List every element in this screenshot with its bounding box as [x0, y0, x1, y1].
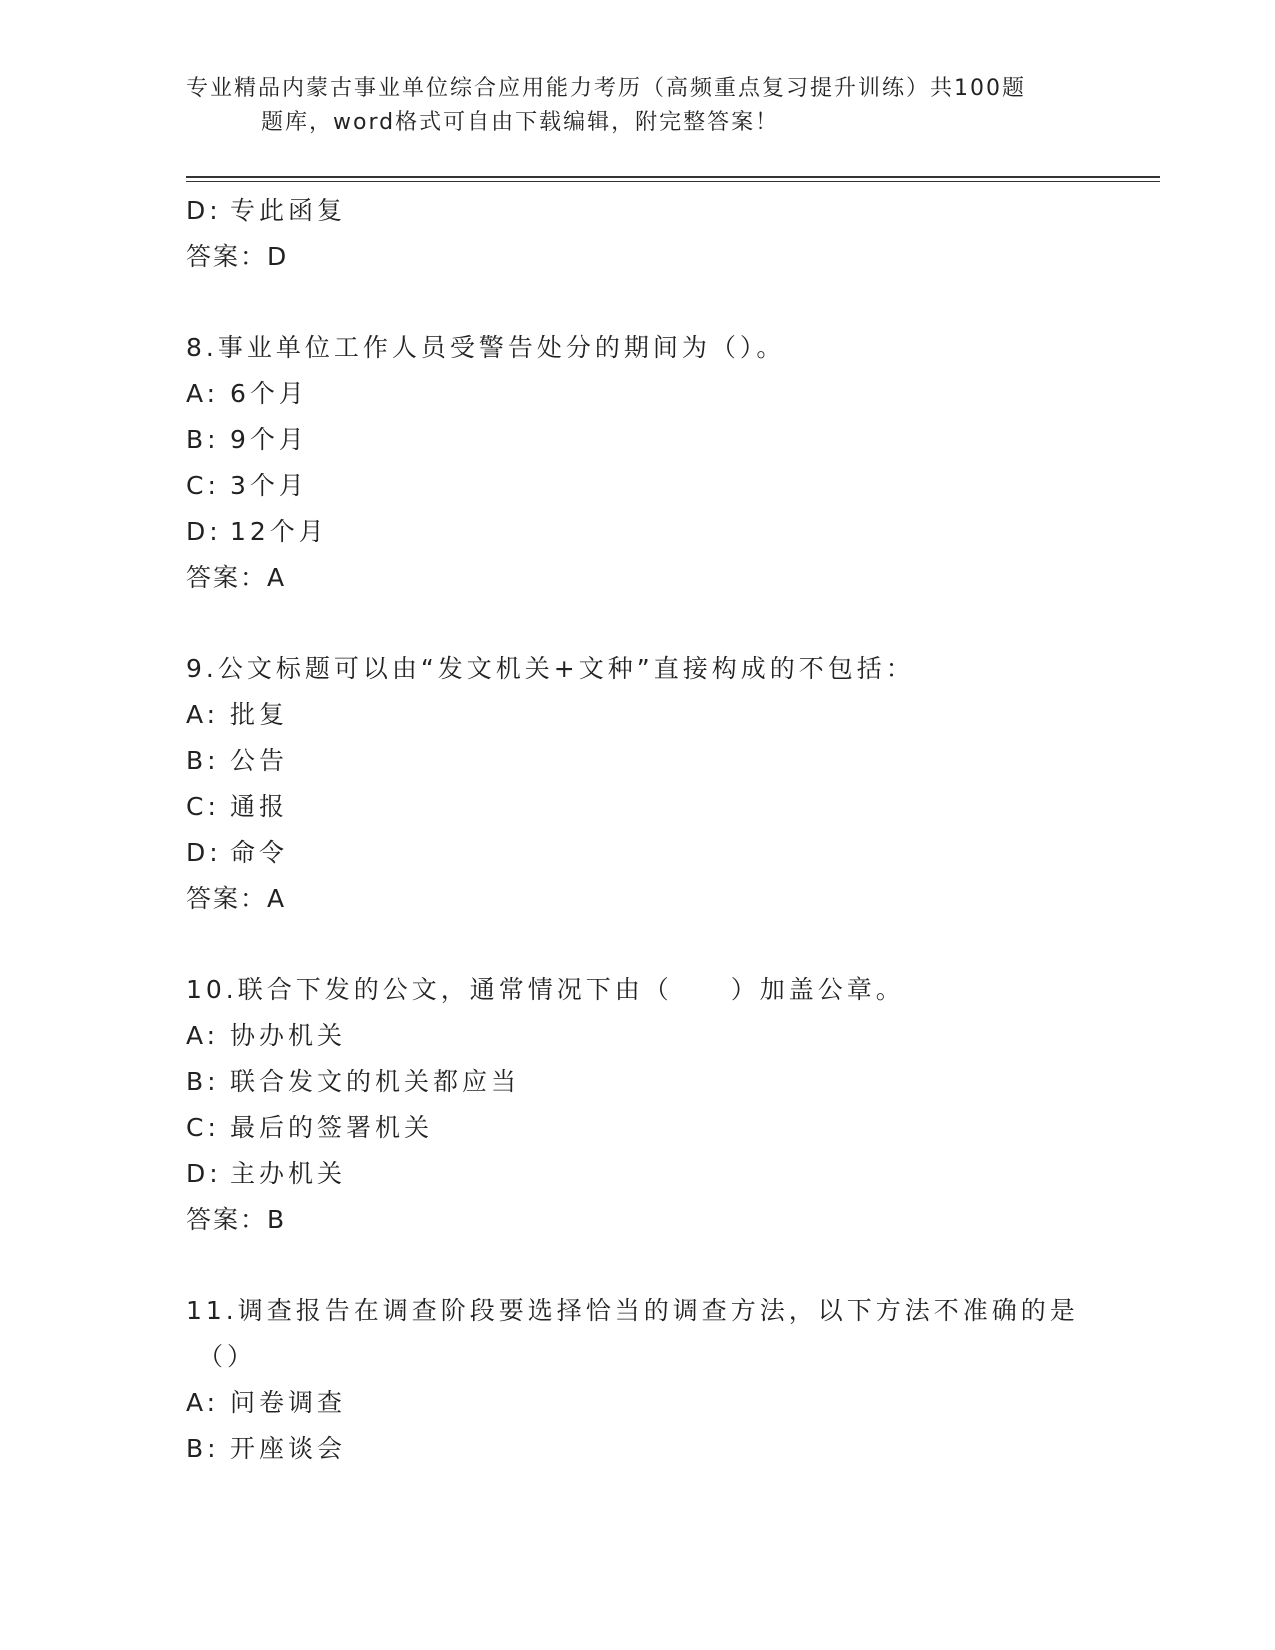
option-b: [186, 417, 1086, 463]
option-a: [186, 692, 1086, 738]
option-text: 协办机关: [230, 1021, 347, 1050]
option-d: [186, 1151, 1086, 1197]
option-key: D:: [186, 1159, 222, 1188]
option-text: 3个月: [230, 471, 308, 500]
answer: 答案：D: [186, 242, 289, 271]
option-d: [186, 830, 1086, 876]
option-a: [186, 1013, 1086, 1059]
option-key: B:: [186, 1067, 220, 1096]
option-key: C:: [186, 471, 220, 500]
header-divider-thick: [186, 176, 1160, 178]
header-divider-thin: [186, 181, 1160, 182]
question-stem: 11.调查报告在调查阶段要选择恰当的调查方法，以下方法不准确的是: [186, 1296, 1079, 1325]
option-text: 开座谈会: [230, 1434, 347, 1463]
option-d: [186, 188, 1086, 234]
option-key: A:: [186, 700, 220, 729]
option-key: D:: [186, 196, 222, 225]
option-key: B:: [186, 746, 220, 775]
question-stem-continuation: （）: [198, 1342, 257, 1371]
option-d: [186, 509, 1086, 555]
option-key: B:: [186, 1434, 220, 1463]
question-8: [186, 325, 1086, 601]
question-stem: 10.联合下发的公文，通常情况下由（ ）加盖公章。: [186, 975, 905, 1004]
option-text: 公告: [230, 746, 289, 775]
header-line-2: 题库，word格式可自由下载编辑，附完整答案！: [261, 110, 780, 135]
option-key: A:: [186, 1388, 220, 1417]
answer: 答案：A: [186, 563, 287, 592]
document-header: [186, 72, 1086, 140]
option-text: 最后的签署机关: [230, 1113, 434, 1142]
option-text: 批复: [230, 700, 289, 729]
option-text: 6个月: [230, 379, 308, 408]
answer: 答案：A: [186, 884, 287, 913]
option-key: B:: [186, 425, 220, 454]
option-key: A:: [186, 1021, 220, 1050]
option-key: C:: [186, 792, 220, 821]
option-c: [186, 784, 1086, 830]
option-key: C:: [186, 1113, 220, 1142]
option-a: [186, 371, 1086, 417]
option-key: A:: [186, 379, 220, 408]
option-key: D:: [186, 838, 222, 867]
option-text: 专此函复: [230, 196, 347, 225]
question-7: [186, 188, 1086, 280]
question-stem: 8.事业单位工作人员受警告处分的期间为（）。: [186, 333, 786, 362]
option-text: 9个月: [230, 425, 308, 454]
question-10: [186, 967, 1086, 1243]
option-text: 主办机关: [230, 1159, 347, 1188]
header-line-1: 专业精品内蒙古事业单位综合应用能力考历（高频重点复习提升训练）共100题: [186, 76, 1026, 101]
option-text: 联合发文的机关都应当: [230, 1067, 521, 1096]
option-b: [186, 1059, 1086, 1105]
question-stem: 9.公文标题可以由“发文机关+文种”直接构成的不包括：: [186, 654, 915, 683]
option-a: [186, 1380, 1086, 1426]
option-text: 12个月: [230, 517, 328, 546]
answer: 答案：B: [186, 1205, 287, 1234]
option-text: 问卷调查: [230, 1388, 347, 1417]
option-text: 命令: [230, 838, 289, 867]
option-c: [186, 463, 1086, 509]
option-b: [186, 738, 1086, 784]
question-list: [186, 188, 1086, 1472]
option-text: 通报: [230, 792, 289, 821]
question-11: [186, 1288, 1086, 1472]
option-key: D:: [186, 517, 222, 546]
option-c: [186, 1105, 1086, 1151]
option-b: [186, 1426, 1086, 1472]
question-9: [186, 646, 1086, 922]
